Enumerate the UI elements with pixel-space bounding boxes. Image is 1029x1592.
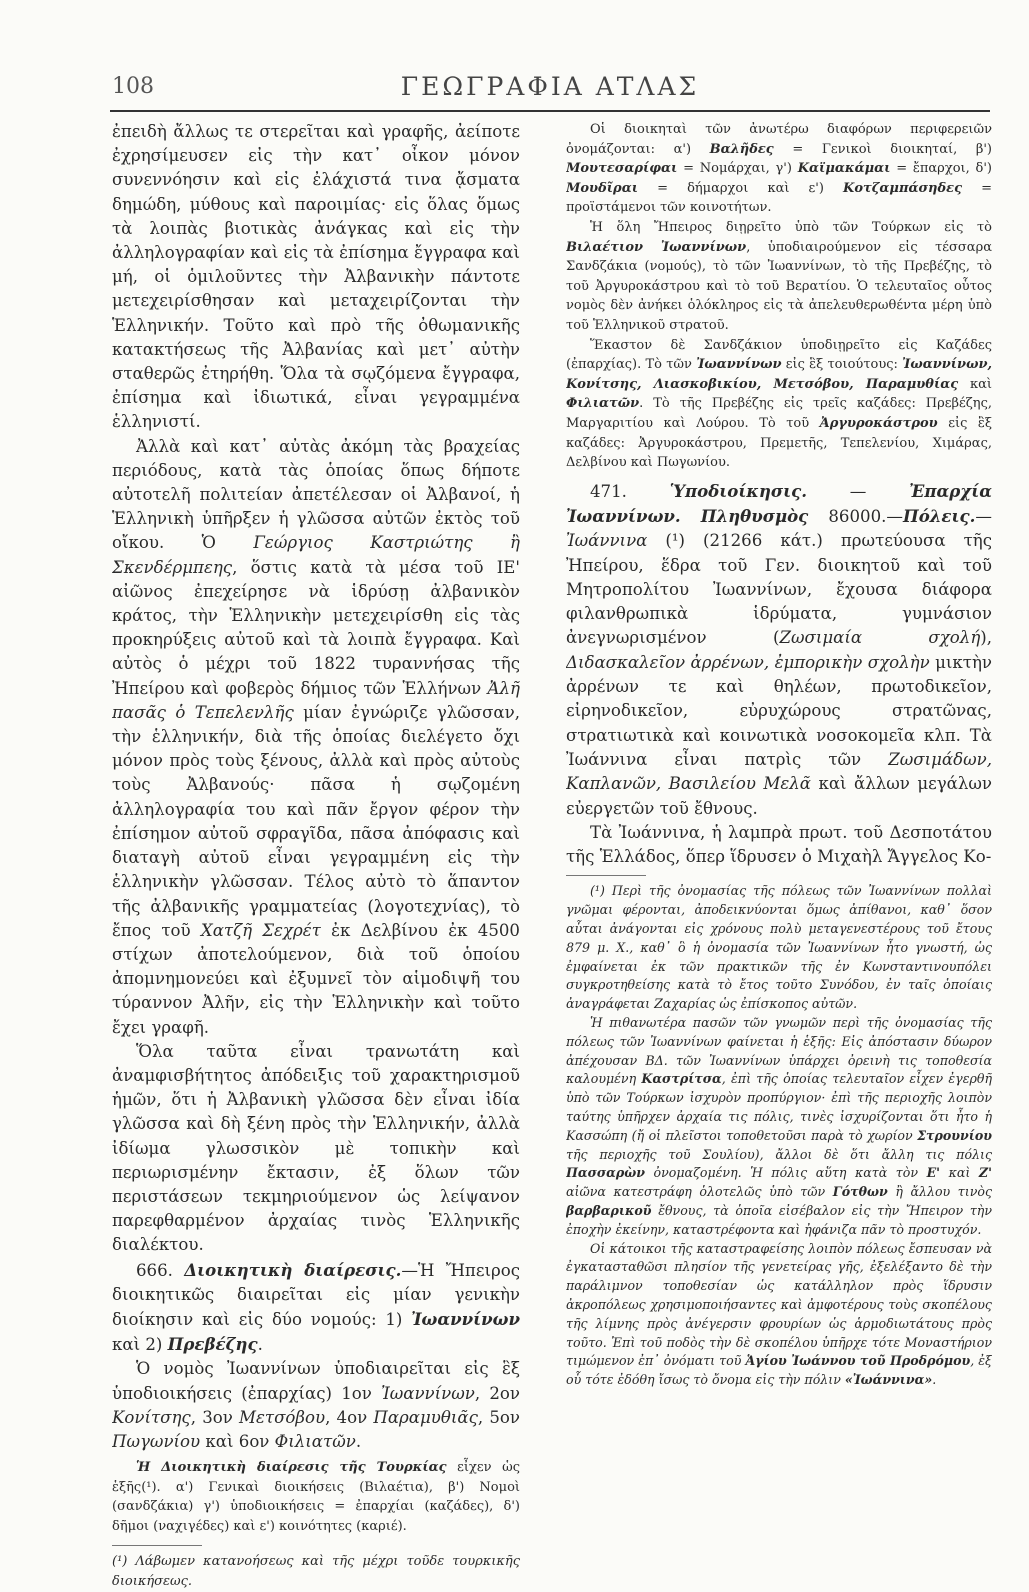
bold-term: Ζ' <box>978 1165 992 1181</box>
text-run: = Νομάρχαι, γ') <box>677 161 798 177</box>
text-run: = ἔπαρχοι, δ') <box>890 161 992 177</box>
text-run: εἰς ἓξ καζάδες: Ἀργυροκάστρου, Πρεμετῆς, Τεπελενίου, Χιμάρας, Δελβίνου καὶ Πωγωνίου. <box>566 415 992 471</box>
bold-term: Ἡ Διοικητικὴ διαίρεσις τῆς Τουρκίας <box>136 1460 447 1476</box>
footnote-divider <box>112 1545 202 1546</box>
paragraph-small <box>566 336 992 473</box>
italic-name: Ἰωαννίνων <box>381 1383 475 1403</box>
text-run: 86000.— <box>808 506 904 526</box>
bold-term: Ἰωαννίνων, Κονίτσης, Λιασκοβικίου, Μετσόβου, Παραμυθίας <box>566 357 992 392</box>
text-run: = Γενικοὶ διοικηταί, β') <box>773 141 992 157</box>
italic-name: Ζωσιμάδων, Καπλανῶν, Βασιλείου Μελᾶ <box>566 749 992 794</box>
bold-term: Μουδῖραι <box>566 180 638 196</box>
text-run: = προϊστάμενοι τῶν κοινοτήτων. <box>566 180 992 216</box>
text-run: , 4ον <box>325 1407 374 1427</box>
text-run: , 5ον <box>477 1407 520 1427</box>
text-run: ἔθνους, τὰ ὁποῖα εἰσέβαλον εἰς τὴν Ἤπειρον τὴν ἐποχὴν ἐκείνην, καταστρέφοντα καὶ ἠφάνιζα πᾶν τὸ προστυχόν. <box>566 1202 992 1237</box>
section-title: Πληθυσμὸς <box>700 505 809 526</box>
section-title: Ἐπαρχία Ἰωαννίνων. <box>566 480 992 526</box>
text-run: , 2ον <box>474 1383 520 1403</box>
text-run: Ἡ ὅλη Ἤπειρος διῃρεῖτο ὑπὸ τῶν Τούρκων εἰς τὸ <box>590 219 992 235</box>
text-run: . Τὸ τῆς Πρεβέζης εἰς τρεῖς καζάδες: Πρεβέζης, Μαργαριτίου καὶ Λούρου. Τὸ τοῦ <box>566 396 992 431</box>
text-run: Οἱ διοικηταὶ τῶν ἀνωτέρω διαφόρων περιφερειῶν ὀνομάζονται: α') <box>566 122 992 157</box>
text-run: καὶ 2) <box>112 1335 168 1355</box>
section-number: 666. <box>136 1260 173 1280</box>
paragraph: ἐπειδὴ ἄλλως τε στερεῖται καὶ γραφῆς, ἀείποτε ἐχρησίμευσεν εἰς τὴν κατ᾿ οἶκον μόνον συνεννόησιν καὶ εἰς ἐλάχιστά τινα ᾄσματα δημώδη, μύθους καὶ παροιμίας· εἰς ὅλας ὅμως τὰ λοιπὰς βιοτικὰς ἀνάγκας καὶ εἰς τὴν ἀλληλογραφίαν καὶ εἰς τὰ ἐπίσημα ἔγγραφα καὶ μή, οἱ ὁμιλοῦντες τὴν Ἀλβανικὴν πάντοτε μετεχειρίσθησαν καὶ μεταχειρίζονται τὴν Ἑλληνικήν. Τοῦτο καὶ πρὸ τῆς ὀθωμανικῆς κατακτήσεως τῆς Ἀλβανίας καὶ μετ᾿ αὐτὴν σταθερῶς ἐτηρήθη. Ὅλα τὰ σῳζόμενα ἔγγραφα, ἐπίσημα καὶ ἰδιωτικά, εἶναι γεγραμμένα ἑλληνιστί. <box>112 122 520 432</box>
italic-name: Ἰωάννινα <box>566 531 648 551</box>
italic-name: Κονίτσης <box>112 1407 191 1427</box>
section-666 <box>112 1258 520 1358</box>
text-run: — <box>807 481 910 501</box>
text-run: καὶ <box>958 376 992 392</box>
text-run: , 3ον <box>190 1407 240 1427</box>
italic-name: Διδασκαλεῖον ἀρρένων, ἐμπορικὴν σχολὴν <box>566 652 930 672</box>
page-number: 108 <box>112 74 154 99</box>
text-run: ), <box>980 628 992 648</box>
text-run: εἶχεν ὡς ἑξῆς(¹). α') Γενικαὶ διοικήσεις (Βιλαέτια), β') Νομοὶ (σανδζάκια) γ') ὑποδιοικήσεις = ἐπαρχίαι (καζάδες), δ') δῆμοι (ναχιγέδες) καὶ ε') κοινότητες (καριέ). <box>112 1460 520 1534</box>
text-run: καὶ 6ον <box>200 1431 275 1451</box>
bold-term: Βιλαέτιον Ἰωαννίνων <box>566 239 747 255</box>
text-run: μικτὴν ἀρρένων τε καὶ θηλέων, πρωτοδικεῖον, εἰρηνοδικεῖον, εὐρυχώρους στρατῶνας, στρατιωτικὰ καὶ κοινωτικὰ νοσοκομεῖα κλπ. Τὰ Ἰωάννινα εἶναι πατρὶς τῶν <box>566 652 992 769</box>
bold-term: Μουτεσαρίφαι <box>566 161 678 177</box>
text-run: καὶ <box>940 1165 979 1181</box>
italic-name: Χατζῆ Σεχρέτ <box>200 920 321 940</box>
running-title: ΓΕΩΓΡΑΦΙΑ ΑΤΛΑΣ <box>400 72 700 101</box>
footnote <box>566 1014 992 1240</box>
bold-term: Πρεβέζης <box>167 1334 258 1355</box>
footnote: (¹) Περὶ τῆς ὀνομασίας τῆς πόλεως τῶν Ἰωαννίνων πολλαὶ γνῶμαι φέρονται, ἀποδεικνύονται ὅμως ἀπίθανοι, καθ᾿ ὅσον αὗται ἀνάγονται εἰς χρόνους πολὺ μεταγενεστέρους τοῦ ἔτους 879 μ. Χ., καθ᾿ ὃ ἡ ὀνομασία τῶν Ἰωαννίνων ἦτο γνωστή, ὡς ἐμφαίνεται ἐκ τῶν πρακτικῶν τῆς ἐν Κωνσταντινουπόλει συγκροτηθείσης κατὰ τὸ ἔτος τοῦτο Συνόδου, ἐν ταῖς ὁποίαις ἀναγράφεται Ζαχαρίας ὡς ἐπίσκοπος αὐτῶν. <box>566 883 992 1012</box>
italic-name: Παραμυθιᾶς <box>373 1407 478 1427</box>
text-run: , ἐπὶ τῆς ὁποίας τελευταῖον εἶχεν ἐγερθῆ ὑπὸ τῶν Τούρκων ἰσχυρὸν προπύργιον· ἐπὶ τῆς περιοχῆς λοιπὸν ταύτης ὑπῆρχεν ἀρχαία τις πόλις, τινὲς ἰσχυρίζονται ὅτι ἦτο ἡ Κασσώπη (ἤ οἱ πλεῖστοι τοποθετοῦσι παρὰ τὸ χωρίον <box>566 1071 992 1143</box>
bold-term: Πασσαρὼν <box>566 1165 645 1181</box>
text-run: , ὅστις κατὰ τὰ μέσα τοῦ ΙΕ' αἰῶνος ἐπεχείρησε νὰ ἱδρύσῃ ἀλβανικὸν κράτος, τὴν Ἑλληνικὴν μετεχειρίσθη εἰς τὰς προκηρύξεις αὐτοῦ καὶ τὰ λοιπὰ ἔγγραφα. Καὶ αὐτὸς ὁ μέχρι τοῦ 1822 τυραννήσας τῆς Ἠπείρου καὶ φοβερὸς δήμιος τῶν Ἑλλήνων <box>112 557 520 698</box>
section-471 <box>566 479 992 821</box>
italic-name: Ἀλῆ πασᾶς ὁ Τεπελενλῆς <box>112 678 520 722</box>
bold-term: Καϊμακάμαι <box>797 161 891 177</box>
text-run: μίαν ἐγνώριζε γλῶσσαν, τὴν ἑλληνικήν, διὰ τῆς ὁποίας διελέγετο ὄχι μόνον πρὸς τοὺς ξένους, ἀλλὰ καὶ πρὸς αὐτοὺς τοὺς Ἀλβανούς· πᾶσα ἡ σῳζομένη ἀλληλογραφία του καὶ πᾶν ἔργον φέρον τὴν ἐπίσημον αὐτοῦ σφραγῖδα, πᾶσα ἀπόφασις καὶ διαταγὴ αὐτοῦ εἶναι γεγραμμένη εἰς τὴν ἑλληνικὴν γλῶσσαν. Τέλος αὐτὸ τὸ ἅπαντον τῆς ἀλβανικῆς γραμματείας (λογοτεχνίας), τὸ ἔπος τοῦ <box>112 702 520 940</box>
bold-term: Ἰωαννίνων <box>411 1308 520 1329</box>
text-run: = δήμαρχοι καὶ ε') <box>637 180 844 196</box>
page-header <box>110 70 990 112</box>
paragraph-small <box>566 218 992 336</box>
bold-term: Ἁγίου Ἰωάννου τοῦ Προδρόμου <box>745 1353 971 1369</box>
text-run: , ἐξ οὗ τότε ἐδόθη ἴσως τὸ ὄνομα εἰς τὴν πόλιν <box>566 1353 992 1388</box>
section-title: Ὑποδιοίκησις. <box>669 480 808 501</box>
text-run: ἢ ἄλλου τινὸς <box>887 1184 992 1200</box>
paragraph <box>112 1357 520 1454</box>
footnote-divider <box>566 875 646 876</box>
text-run: εἰς ἓξ τοιούτους: <box>781 357 903 373</box>
text-run: αἰῶνα κατεστράφη ὁλοτελῶς ὑπὸ τῶν <box>566 1184 833 1200</box>
text-run: , ὑποδιαιρούμενον εἰς τέσσαρα Σανδζάκια (νομούς), τὸ τῶν Ἰωαννίνων, τὸ τῆς Πρεβέζης, τὸ τοῦ Ἀργυροκάστρου καὶ τὸ τοῦ Βερατίου. Ὁ τελευταῖος οὗτος νομὸς δὲν ἀνήκει ὁλόκληρος εἰς τὰ ἀπελευθερωθέντα μέρη ὑπὸ τοῦ Ἑλληνικοῦ στρατοῦ. <box>566 239 992 333</box>
right-column <box>566 120 992 1390</box>
italic-name: Γεώργιος Καστριώτης ἢ Σκενδέρμπεης <box>112 533 520 577</box>
bold-term: Στρουνίου <box>917 1127 992 1143</box>
bold-term: Ε' <box>926 1165 941 1181</box>
italic-name: Μετσόβου <box>239 1407 326 1427</box>
bold-term: Ἰωαννίνων <box>696 357 782 373</box>
footnote <box>566 1240 992 1390</box>
paragraph: Ὅλα ταῦτα εἶναι τρανωτάτη καὶ ἀναμφισβήτητος ἀπόδειξις τοῦ χαρακτηρισμοῦ ἡμῶν, ὅτι ἡ Ἀλβανικὴ γλῶσσα δὲν εἶναι ἰδία γλῶσσα καὶ δὴ ξένη πρὸς τὴν Ἑλληνικήν, ἀλλὰ ἰδίωμα γλωσσικὸν μὲ τοπικὴν καὶ περιωρισμένην ἔκτασιν, ἐξ ὅλων τῶν περιστάσεων τεκμηριούμενον ὡς λείψανον παρεφθαρμένον ἀρχαίας τινὸς Ἑλληνικῆς διαλέκτου. <box>112 1041 520 1255</box>
bold-term: Φιλιατῶν <box>566 396 640 412</box>
paragraph: Τὰ Ἰωάννινα, ἡ λαμπρὰ πρωτ. τοῦ Δεσποτάτου τῆς Ἑλλάδος, ὅπερ ἵδρυσεν ὁ Μιχαὴλ Ἄγγελος Κο- <box>566 822 992 867</box>
bold-term: βαρβαρικοῦ <box>566 1202 652 1218</box>
text-run: Οἱ κάτοικοι τῆς καταστραφείσης λοιπὸν πόλεως ἔσπευσαν νὰ ἐγκατασταθῶσι πλησίον τῆς γενετείρας γῆς, ἐξελέξαντο δὲ τὴν παράλιμνον τοποθεσίαν ὡς κατάλληλον πρὸς ἵδρυσιν ἀκροπόλεως χρησιμοποιήσαντες καὶ ἀμφοτέρους τοὺς σκοπέλους τῆς λίμνης πρὸς ἀνέγερσιν φρουρίων ὡς ἁρμοδιωτάτους πρὸς τοῦτο. Ἐπὶ τοῦ ποδὸς τὴν δὲ σκοπέλου ὑπῆρχε τότε Μοναστήριον τιμώμενον ἐπ᾿ ὀνόματι τοῦ <box>566 1240 992 1369</box>
text-run: — <box>975 506 992 526</box>
section-number: 471. <box>590 481 627 501</box>
italic-name: Ζωσιμαία σχολή <box>779 628 981 648</box>
text-run: Ἕκαστον δὲ Σανδζάκιον ὑποδιῃρεῖτο εἰς Καζάδες (ἐπαρχίας). Τὸ τῶν <box>566 337 992 373</box>
left-column <box>112 120 520 1592</box>
text-run: —Ἡ Ἤπειρος διοικητικῶς διαιρεῖται εἰς μίαν γενικὴν διοίκησιν καὶ εἰς δύο νομούς: 1) <box>112 1260 520 1329</box>
paragraph-small <box>112 1458 520 1536</box>
section-title: Διοικητικὴ διαίρεσις. <box>184 1259 402 1280</box>
paragraph <box>112 435 520 1040</box>
bold-term: Κοτζαμπάσηδες <box>843 180 962 196</box>
text-run: Ἡ πιθανωτέρα πασῶν τῶν γνωμῶν περὶ τῆς ὀνομασίας τῆς πόλεως τῶν Ἰωαννίνων φαίνεται ἡ ἑξῆς: Εἰς ἀπόστασιν δύωρον ἀπέχουσαν ΒΔ. τῶν Ἰωαννίνων ὑπάρχει ὀρεινὴ τις τοποθεσία καλουμένη <box>566 1015 992 1087</box>
paragraph-small <box>566 120 992 218</box>
text-run: Ὁ νομὸς Ἰωαννίνων ὑποδιαιρεῖται εἰς ἓξ ὑποδιοικήσεις (ἐπαρχίας) 1ον <box>112 1359 520 1403</box>
text-run: Ἀλλὰ καὶ κατ᾿ αὐτὰς ἀκόμη τὰς βραχείας περιόδους, κατὰ τὰς ὁποίας ὅπως δήποτε αὐτοτελῆ πολιτείαν ἀπετέλεσαν οἱ Ἀλβανοί, ἡ Ἑλληνικὴ ὑπῆρξεν ἡ γλῶσσα αὐτῶν ἐκτὸς τοῦ οἴκου. Ὁ <box>112 436 520 553</box>
text-run: ὀνομαζομένη. Ἡ πόλις αὕτη κατὰ τὸν <box>644 1165 927 1181</box>
text-run: . <box>932 1372 937 1388</box>
bold-term: Καστρίτσα <box>641 1071 722 1087</box>
text-run: τῆς περιοχῆς τοῦ Σουλίου), ἄλλοι δὲ ὅτι ἄλλη τις πόλις <box>566 1146 992 1162</box>
italic-name: Πωγωνίου <box>112 1431 201 1451</box>
text-run: καὶ ἄλλων μεγάλων εὐεργετῶν τοῦ ἔθνους. <box>566 774 992 818</box>
italic-name: Φιλιατῶν <box>274 1431 356 1451</box>
text-run: . <box>257 1335 263 1355</box>
bold-term: «Ἰωάννινα» <box>844 1372 933 1388</box>
text-run: . <box>355 1431 362 1451</box>
bold-term: Γότθων <box>832 1184 888 1200</box>
section-title: Πόλεις. <box>903 505 976 526</box>
bold-term: Ἀργυροκάστρου <box>819 415 938 431</box>
text-run: (¹) (21266 κάτ.) πρωτεύουσα τῆς Ἠπείρου, ἕδρα τοῦ Γεν. διοικητοῦ καὶ τοῦ Μητροπολίτου Ἰωαννίνων, ἔχουσα διάφορα φιλανθρωπικὰ ἱδρύματα, γυμνάσιον ἀνεγνωρισμένον ( <box>566 531 992 648</box>
text-run: ἐκ Δελβίνου ἐκ 4500 στίχων ἀποτελούμενον, διὰ τοῦ ὁποίου ἀπομνημονεύει καὶ ἐξυμνεῖ τὸν αἱμοδιψῆ του τύραννον Ἀλῆν, εἰς τὴν Ἑλληνικὴν καὶ τοῦτο ἔχει γραφῆ. <box>112 920 520 1037</box>
bold-term: Βαλῆδες <box>709 141 774 157</box>
footnote: (¹) Λάβωμεν κατανοήσεως καὶ τῆς μέχρι τοῦδε τουρκικῆς διοικήσεως. <box>112 1553 520 1589</box>
